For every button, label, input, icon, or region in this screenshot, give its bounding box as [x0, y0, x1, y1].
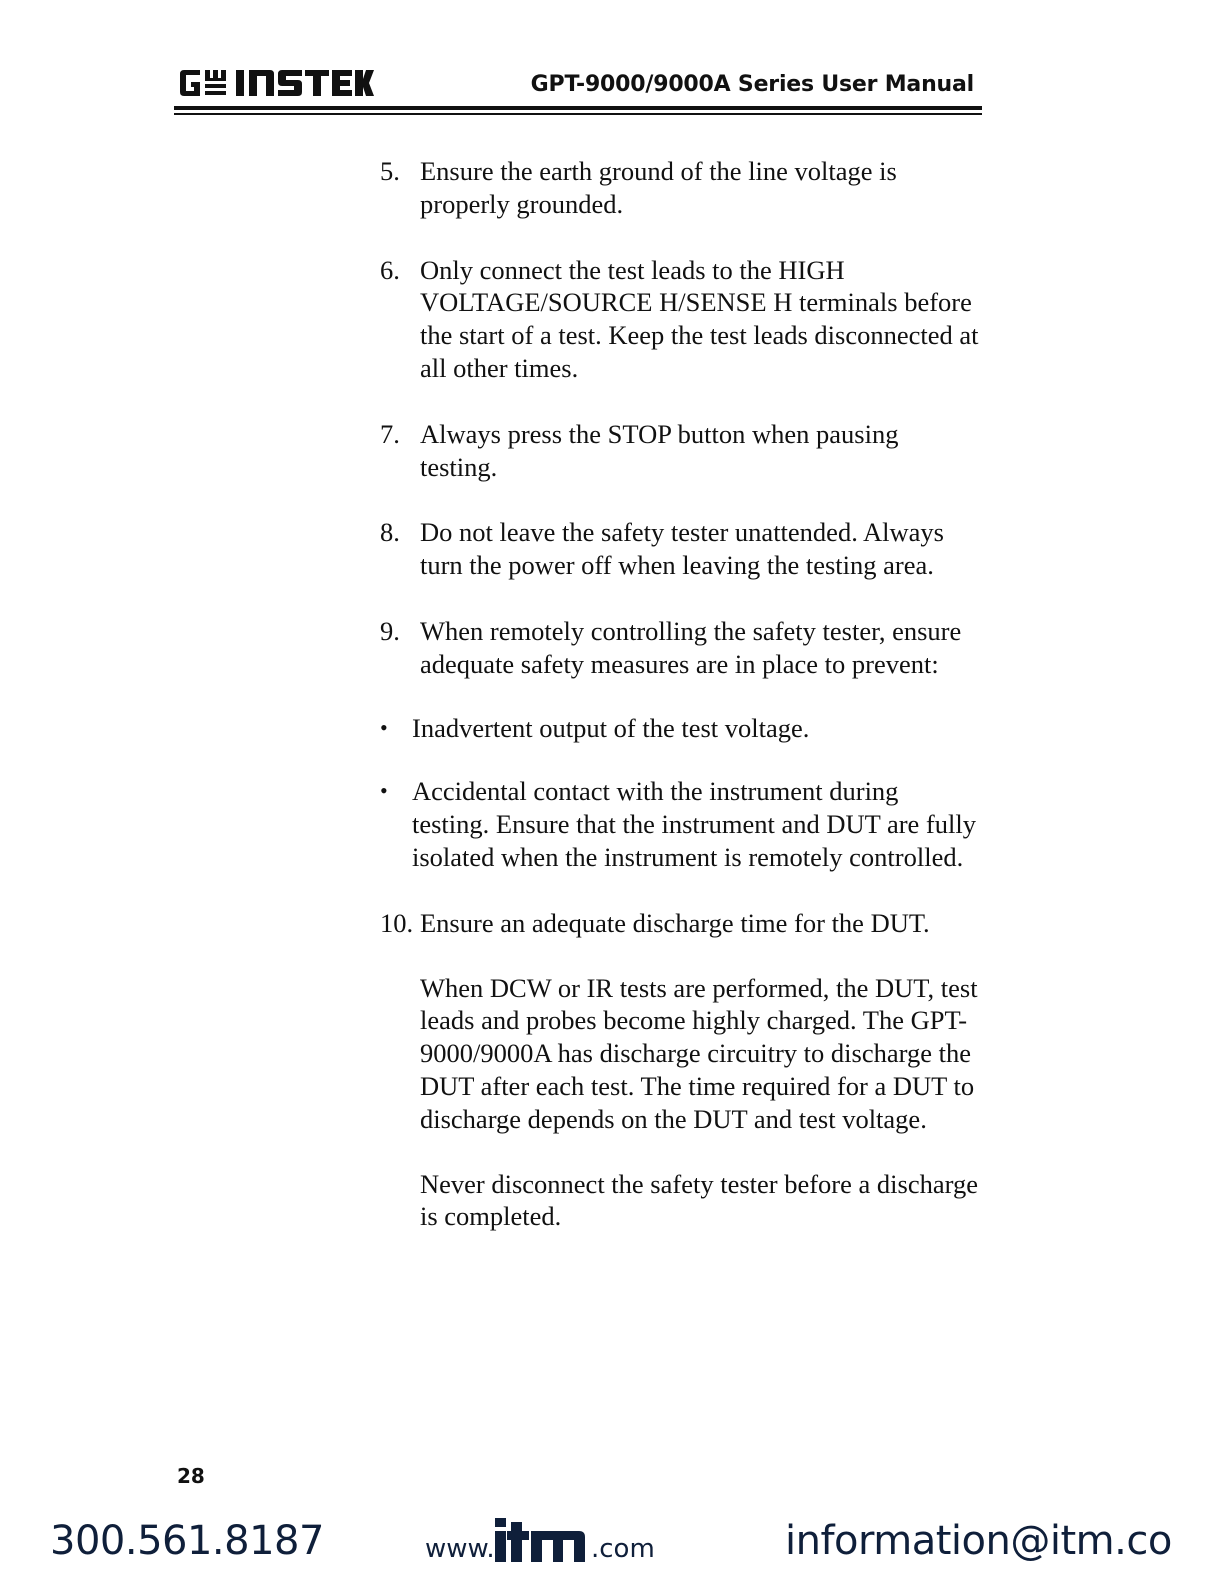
list-item [380, 907, 980, 940]
footer-email[interactable]: information@itm.co [785, 1518, 1172, 1564]
bullet-text: Inadvertent output of the test voltage. [412, 712, 810, 743]
page-header [174, 62, 982, 117]
item-number: 9. [380, 615, 400, 646]
header-rule [174, 106, 982, 110]
item-text: Ensure an adequate discharge time for the DUT. [420, 907, 930, 938]
list-item [380, 516, 980, 582]
item-text: Only connect the test leads to the HIGH VOLTAGE/SOURCE H/SENSE H terminals before the start of a test. Keep the test leads disconnected at all other times. [420, 254, 979, 383]
item-number: 8. [380, 517, 400, 548]
bullet-text: Accidental contact with the instrument during testing. Ensure that the instrument and DUT are fully isolated when the instrument is remotely controlled. [412, 776, 976, 872]
item-number: 7. [380, 418, 400, 449]
page-number: 28 [177, 1464, 205, 1488]
item-paragraph: When DCW or IR tests are performed, the DUT, test leads and probes become highly charged. The GPT-9000/9000A has discharge circuitry to discharge the DUT after each test. The time required for a DUT to discharge depends on the DUT and test voltage. [420, 972, 978, 1134]
footer-com: .com [591, 1534, 655, 1564]
list-item [380, 155, 980, 221]
header-rule-thin [174, 113, 982, 115]
footer-phone: 300.561.8187 [50, 1518, 324, 1564]
manual-title: GPT-9000/9000A Series User Manual [530, 72, 974, 97]
bullet-dot-icon: • [380, 778, 388, 804]
list-item [380, 418, 980, 484]
bullet-item [380, 712, 980, 745]
item-number: 5. [380, 156, 400, 186]
gw-instek-logo [178, 66, 374, 100]
page-footer [0, 1510, 1219, 1582]
list-item [380, 615, 980, 681]
item-number: 6. [380, 254, 400, 285]
list-item [380, 254, 980, 385]
item-paragraph: Never disconnect the safety tester before a discharge is completed. [420, 1168, 978, 1232]
bullet-dot-icon: • [380, 714, 388, 740]
item-text: Always press the STOP button when pausing testing. [420, 418, 899, 482]
item-number: 10. [380, 907, 414, 938]
item-text: When remotely controlling the safety tester, ensure adequate safety measures are in place to prevent: [420, 615, 962, 679]
footer-www: www. [425, 1534, 495, 1564]
bullet-item [380, 775, 980, 873]
item-text: Do not leave the safety tester unattended. Always turn the power off when leaving the testing area. [420, 517, 944, 581]
page-body [380, 155, 980, 1265]
item-text: Ensure the earth ground of the line voltage is properly grounded. [420, 156, 897, 219]
